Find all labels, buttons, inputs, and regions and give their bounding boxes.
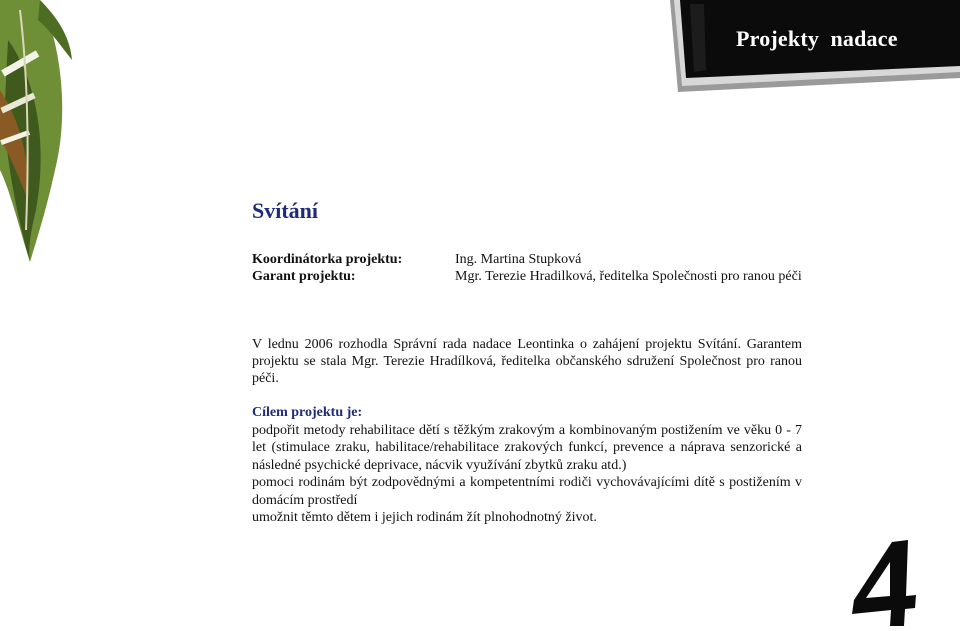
goal-item: umožnit těmto dětem i jejich rodinám žít plnohodnotný život. (252, 510, 597, 525)
coordinator-row (252, 251, 812, 268)
goal-item: podpořit metody rehabilitace dětí s těžkým zrakovým a kombinovaným postižením ve věku 0 - 7 let (stimulace zraku, habilitace/rehabilitace zrakových funkcí, prevence a náprava senzorické a následné psychické deprivace, nácvik využívání zbytků zraku atd.) (252, 422, 802, 473)
page-number (848, 538, 918, 628)
project-title: Svítání (252, 198, 319, 223)
guarantor-label: Garant projektu: (252, 269, 356, 284)
leaf-decoration-icon (0, 0, 90, 270)
coordinator-label: Koordinátorka projektu: (252, 252, 403, 267)
goal-item: pomoci rodinám být zodpovědnými a kompetentními rodiči vychovávajícími dítě s postižením v domácím prostředí (252, 475, 802, 508)
guarantor-value: Mgr. Terezie Hradilková, ředitelka Společnosti pro ranou péči (455, 269, 802, 284)
project-info (252, 251, 812, 285)
project-goals (252, 404, 802, 527)
intro-paragraph: V lednu 2006 rozhodla Správní rada nadace Leontinka o zahájení projektu Svítání. Garantem projektu se stala Mgr. Terezie Hradílková, ředitelka občanského sdružení Společnost pro ranou péči. (252, 337, 802, 386)
goal-heading: Cílem projektu je: (252, 405, 363, 420)
guarantor-row (252, 268, 812, 285)
section-banner-title: Projekty nadace (736, 26, 898, 51)
coordinator-value: Ing. Martina Stupková (455, 252, 582, 267)
